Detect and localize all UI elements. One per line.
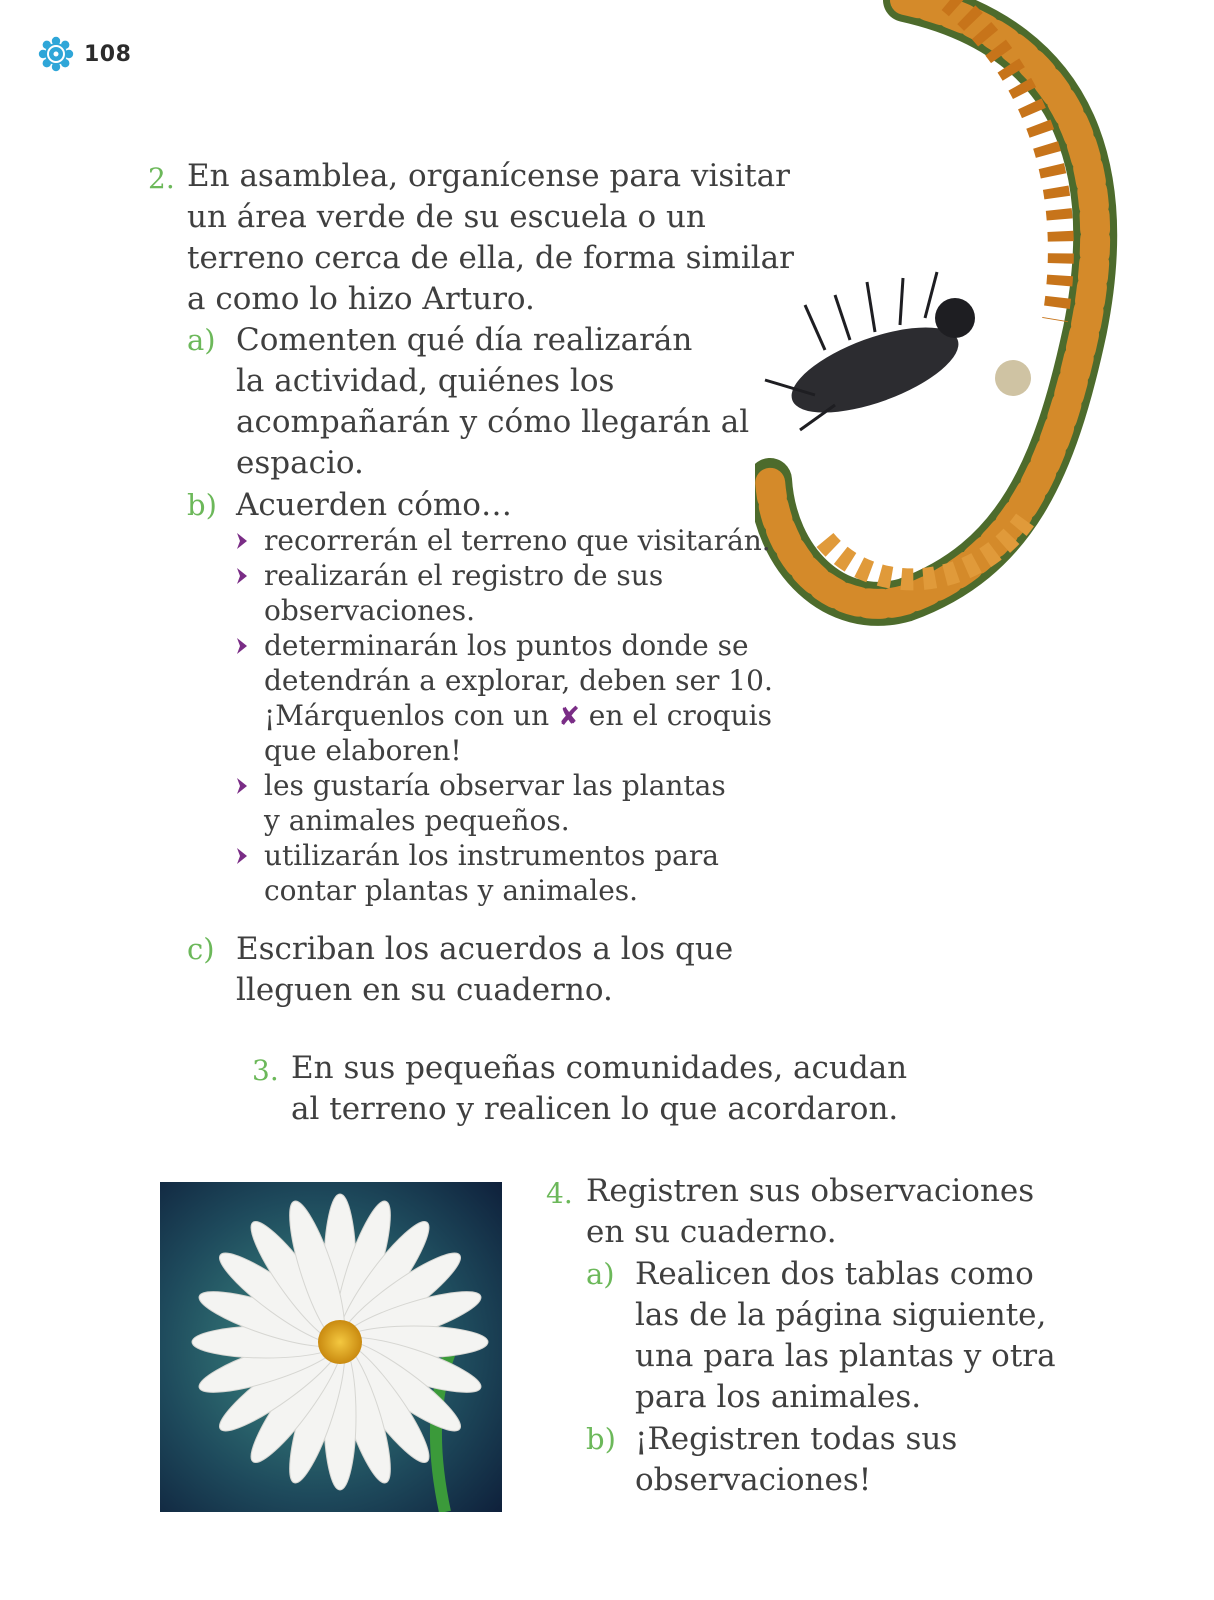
mark-instruction-before: ¡Márquenlos con un bbox=[264, 699, 550, 732]
bullet-chevron-icon bbox=[236, 523, 250, 558]
item-2c-letter: c) bbox=[187, 932, 215, 966]
mark-instruction-after: en el croquis bbox=[588, 699, 772, 732]
item-2-line: En asamblea, organícense para visitar bbox=[187, 158, 790, 194]
item-3-line: En sus pequeñas comunidades, acudan bbox=[291, 1050, 908, 1086]
item-4a-line: una para las plantas y otra bbox=[635, 1338, 1056, 1374]
item-3-number: 3. bbox=[252, 1054, 279, 1087]
item-4a-line: para los animales. bbox=[635, 1379, 922, 1415]
item-2b-bullet-line: detendrán a explorar, deben ser 10. bbox=[264, 664, 773, 697]
item-2c-line: Escriban los acuerdos a los que bbox=[236, 931, 734, 967]
item-3-line: al terreno y realicen lo que acordaron. bbox=[291, 1091, 899, 1127]
item-2b-bullet-line: realizarán el registro de sus bbox=[264, 559, 664, 592]
item-2b-bullet-line: observaciones. bbox=[264, 594, 475, 627]
item-2b-bullet-line: contar plantas y animales. bbox=[264, 874, 639, 907]
item-2b-line: Acuerden cómo… bbox=[236, 487, 512, 523]
item-4-line: Registren sus observaciones bbox=[586, 1173, 1035, 1209]
item-2b-bullet-line: utilizarán los instrumentos para bbox=[264, 839, 719, 872]
item-4a-line: Realicen dos tablas como bbox=[635, 1256, 1034, 1292]
mark-instruction-line2: que elaboren! bbox=[264, 734, 462, 767]
page-number: 108 bbox=[84, 41, 132, 67]
item-2b-bullet-line: determinarán los puntos donde se bbox=[264, 629, 749, 662]
daisy-photo bbox=[160, 1182, 502, 1512]
mark-instruction bbox=[264, 698, 772, 735]
item-4-number: 4. bbox=[546, 1177, 573, 1210]
item-2c-line: lleguen en su cuaderno. bbox=[236, 972, 613, 1008]
item-2a-letter: a) bbox=[187, 323, 216, 357]
item-4a-letter: a) bbox=[586, 1257, 615, 1291]
item-4a-line: las de la página siguiente, bbox=[635, 1297, 1047, 1333]
item-2b-bullet-line: y animales pequeños. bbox=[264, 804, 570, 837]
item-2-number: 2. bbox=[148, 162, 175, 195]
item-2-line: a como lo hizo Arturo. bbox=[187, 281, 535, 317]
item-2a-line: la actividad, quiénes los bbox=[236, 363, 615, 399]
bullet-chevron-icon bbox=[236, 558, 250, 593]
item-2a-line: Comenten qué día realizarán bbox=[236, 322, 693, 358]
item-4b-letter: b) bbox=[586, 1422, 616, 1456]
bullet-chevron-icon bbox=[236, 768, 250, 803]
item-2a-line: espacio. bbox=[236, 445, 364, 481]
item-2-line: terreno cerca de ella, de forma similar bbox=[187, 240, 794, 276]
fern-caterpillar-photo bbox=[755, 0, 1145, 640]
item-4b-line: observaciones! bbox=[635, 1462, 872, 1498]
item-2b-bullet-line: recorrerán el terreno que visitarán. bbox=[264, 524, 771, 557]
bullet-chevron-icon bbox=[236, 628, 250, 663]
item-2-line: un área verde de su escuela o un bbox=[187, 199, 706, 235]
bullet-chevron-icon bbox=[236, 838, 250, 873]
flower-badge-icon bbox=[38, 36, 74, 72]
item-4b-line: ¡Registren todas sus bbox=[635, 1421, 958, 1457]
page-header bbox=[38, 36, 131, 72]
item-4-line: en su cuaderno. bbox=[586, 1214, 837, 1250]
item-2b-bullet-line: les gustaría observar las plantas bbox=[264, 769, 726, 802]
x-mark-icon: ✘ bbox=[558, 702, 580, 732]
item-2a-line: acompañarán y cómo llegarán al bbox=[236, 404, 750, 440]
item-2b-letter: b) bbox=[187, 488, 217, 522]
